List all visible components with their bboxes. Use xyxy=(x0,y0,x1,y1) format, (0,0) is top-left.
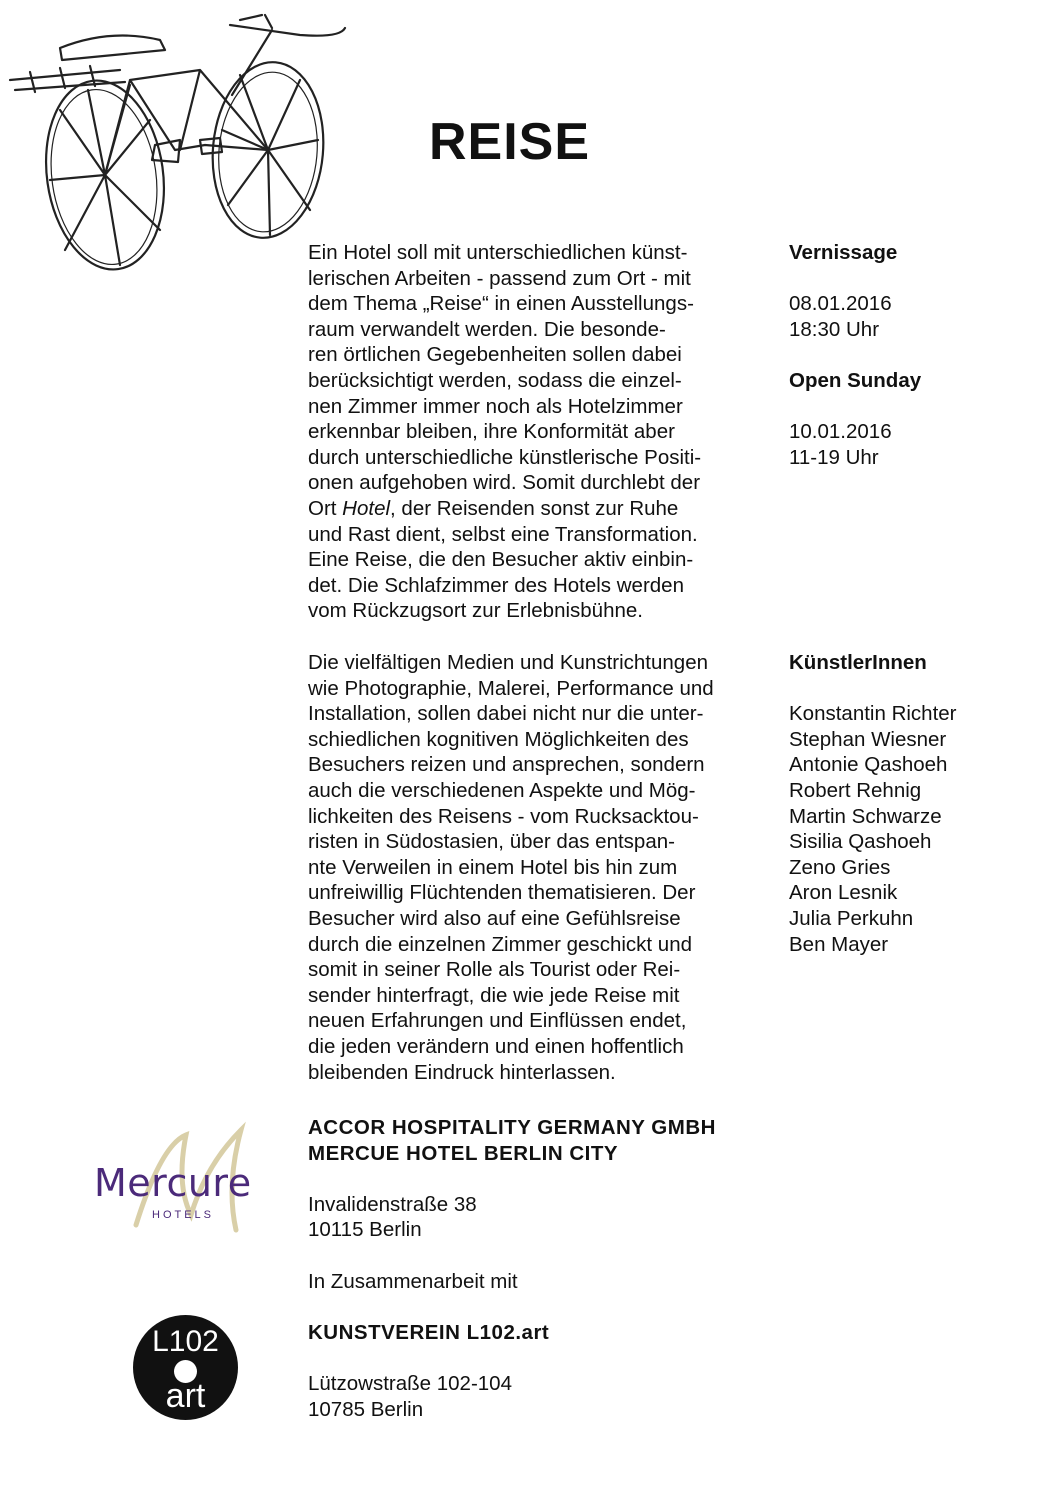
partner-name: KUNSTVEREIN L102.art xyxy=(308,1320,550,1344)
artist-name: Stephan Wiesner xyxy=(789,727,947,751)
text-line: nen Zimmer immer noch als Hotelzimmer xyxy=(308,394,683,418)
l102-art-logo xyxy=(133,1315,238,1420)
open-sunday-time: 11-19 Uhr xyxy=(789,445,879,469)
partner-street: Lützowstraße 102-104 xyxy=(308,1371,512,1395)
text-line: durch unterschiedliche künstlerische Positi- xyxy=(308,445,702,469)
text-line: die jeden verändern und einen hoffentlich xyxy=(308,1034,684,1058)
text-line: auch die verschiedenen Aspekte und Mög- xyxy=(308,778,696,802)
text-line: erkennbar bleiben, ihre Konformität aber xyxy=(308,420,675,444)
mercure-hotels-label: HOTELS xyxy=(152,1209,215,1221)
text-line: dem Thema „Reise“ in einen Ausstellungs- xyxy=(308,292,694,316)
text-line: sender hinterfragt, die wie jede Reise mit xyxy=(308,983,680,1007)
text-line: nte Verweilen in einem Hotel bis hin zum xyxy=(308,855,678,879)
mercure-wordmark: Mercure xyxy=(94,1161,252,1205)
hotel-name: MERCUE HOTEL BERLIN CITY xyxy=(308,1141,619,1165)
description-paragraph-1 xyxy=(308,240,747,624)
text-line: neuen Erfahrungen und Einflüssen endet, xyxy=(308,1009,687,1033)
text-line: vom Rückzugsort zur Erlebnisbühne. xyxy=(308,599,643,623)
text-line: durch die einzelnen Zimmer geschickt und xyxy=(308,932,692,956)
italic-hotel: Hotel xyxy=(342,496,391,520)
description-paragraph-2 xyxy=(308,650,747,1085)
text-line: onen aufgehoben wird. Somit durchlebt der xyxy=(308,471,701,495)
text-line: schiedlichen kognitiven Möglichkeiten des xyxy=(308,727,689,751)
mercure-logo xyxy=(66,1105,304,1248)
artist-name: Zeno Gries xyxy=(789,855,891,879)
artist-name: Antonie Qashoeh xyxy=(789,753,948,777)
page-title: REISE xyxy=(429,113,591,171)
cooperation-note: In Zusammenarbeit mit xyxy=(308,1269,518,1293)
text-line: bleibenden Eindruck hinterlassen. xyxy=(308,1060,616,1084)
artist-name: Martin Schwarze xyxy=(789,804,942,828)
text-line: Ein Hotel soll mit unterschiedlichen künst- xyxy=(308,241,688,264)
text-line: Die vielfältigen Medien und Kunstrichtungen xyxy=(308,651,709,674)
l102-logo-text: L102 xyxy=(152,1325,219,1358)
text-fragment: Ort xyxy=(308,496,343,520)
text-line: berücksichtigt werden, sodass die einzel- xyxy=(308,368,682,392)
text-line: lichkeiten des Reisens - vom Rucksacktou- xyxy=(308,804,699,828)
text-line: Eine Reise, die den Besucher aktiv einbin- xyxy=(308,548,694,572)
vernissage-time: 18:30 Uhr xyxy=(789,317,880,341)
venue-info xyxy=(308,1115,716,1422)
text-line: somit in seiner Rolle als Tourist oder Rei- xyxy=(308,958,681,982)
bicycle-sketch xyxy=(0,0,360,290)
open-sunday-label: Open Sunday xyxy=(789,368,922,392)
artist-name: Aron Lesnik xyxy=(789,881,898,905)
artist-name: Konstantin Richter xyxy=(789,702,957,726)
artists-label: KünstlerInnen xyxy=(789,651,927,674)
text-line: ren örtlichen Gegebenheiten sollen dabei xyxy=(308,343,682,367)
hotel-city: 10115 Berlin xyxy=(308,1218,422,1242)
text-line: risten in Südostasien, über das entspan- xyxy=(308,830,675,854)
l102-logo-art: art xyxy=(165,1377,206,1415)
artists-list xyxy=(789,650,1049,957)
artist-name: Sisilia Qashoeh xyxy=(789,830,932,854)
event-dates xyxy=(789,240,1049,470)
text-line: lerischen Arbeiten - passend zum Ort - mit xyxy=(308,266,691,290)
artist-name: Ben Mayer xyxy=(789,932,889,956)
text-fragment: , der Reisenden sonst zur Ruhe xyxy=(390,496,679,520)
open-sunday-date: 10.01.2016 xyxy=(789,420,892,444)
text-line: Besuchers reizen und ansprechen, sondern xyxy=(308,753,705,777)
text-line: Besucher wird also auf eine Gefühlsreise xyxy=(308,906,681,930)
text-line xyxy=(308,496,747,522)
artist-name: Robert Rehnig xyxy=(789,778,922,802)
vernissage-date: 08.01.2016 xyxy=(789,292,892,316)
artist-name: Julia Perkuhn xyxy=(789,906,914,930)
vernissage-label: Vernissage xyxy=(789,241,898,264)
text-line: und Rast dient, selbst eine Transformation. xyxy=(308,522,698,546)
text-line: unfreiwillig Flüchtenden thematisieren. Der xyxy=(308,881,696,905)
partner-city: 10785 Berlin xyxy=(308,1397,424,1421)
text-line: Installation, sollen dabei nicht nur die unter- xyxy=(308,702,704,726)
text-line: det. Die Schlafzimmer des Hotels werden xyxy=(308,573,684,597)
text-line: wie Photographie, Malerei, Performance und xyxy=(308,676,714,700)
text-line: raum verwandelt werden. Die besonde- xyxy=(308,317,666,341)
company-name: ACCOR HOSPITALITY GERMANY GMBH xyxy=(308,1116,716,1139)
hotel-street: Invalidenstraße 38 xyxy=(308,1192,477,1216)
